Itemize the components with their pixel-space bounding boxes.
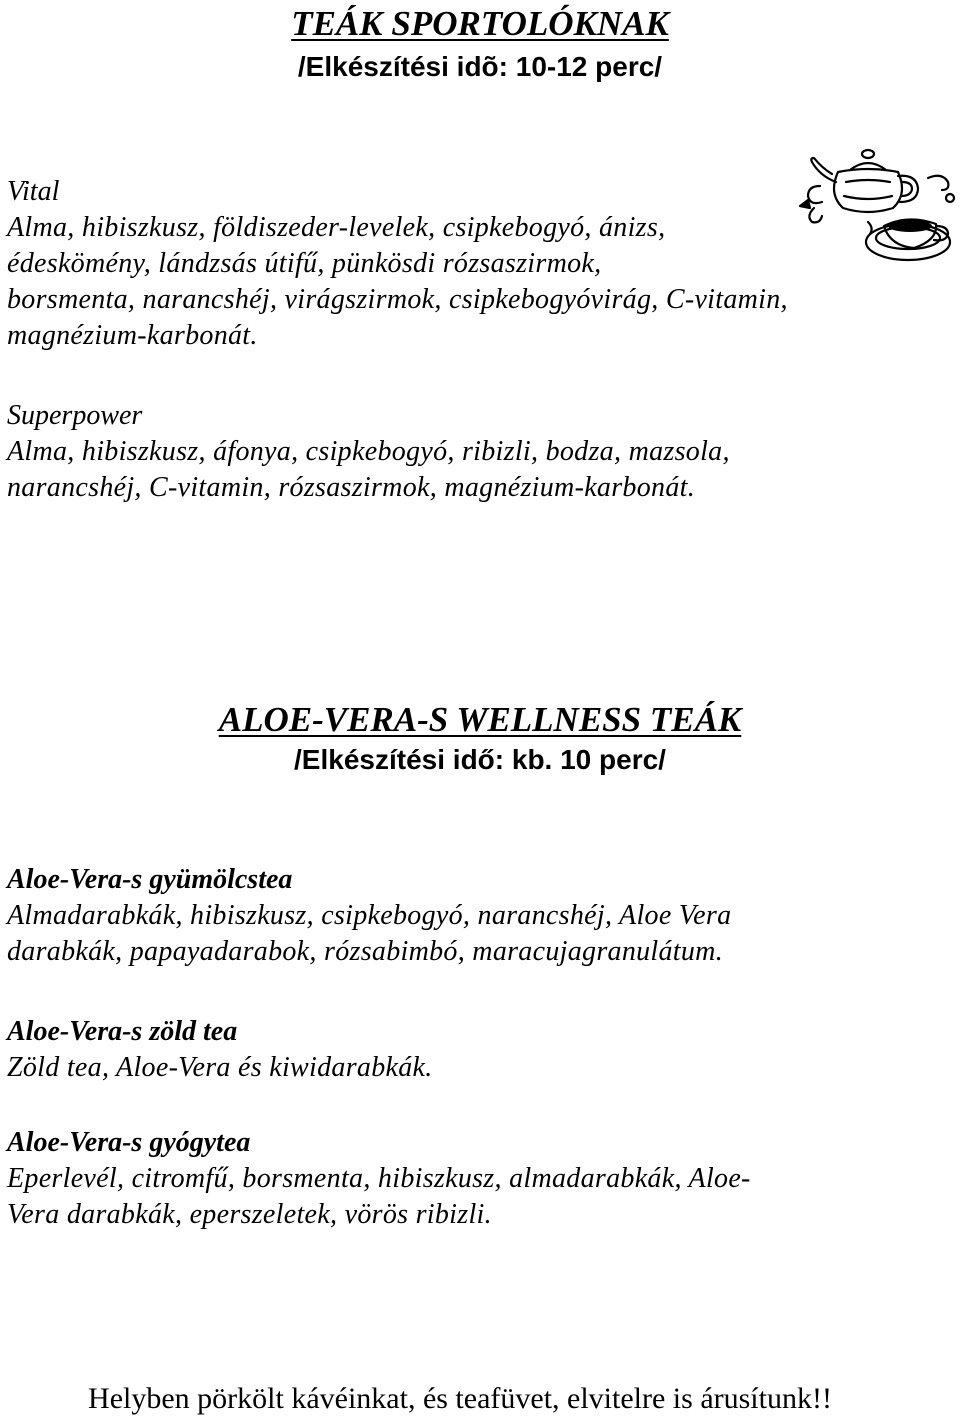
tea-description-line: Zöld tea, Aloe-Vera és kiwidarabkák. <box>7 1052 433 1083</box>
tea-name: Aloe-Vera-s gyümölcstea <box>7 864 293 895</box>
section-title-sport: TEÁK SPORTOLÓKNAK <box>291 4 669 43</box>
tea-name: Aloe-Vera-s gyógytea <box>7 1127 251 1158</box>
tea-name: Superpower <box>7 400 143 431</box>
tea-item-superpower <box>7 398 907 506</box>
tea-item-vital <box>7 174 907 354</box>
tea-name: Aloe-Vera-s zöld tea <box>7 1016 238 1047</box>
tea-name: Vital <box>7 176 60 207</box>
tea-description-line: Almadarabkák, hibiszkusz, csipkebogyó, narancshéj, Aloe Vera <box>7 900 732 931</box>
tea-description-line: Alma, hibiszkusz, áfonya, csipkebogyó, ribizli, bodza, mazsola, <box>7 436 730 467</box>
preparation-time-sport: /Elkészítési idõ: 10-12 perc/ <box>297 51 663 82</box>
tea-description-line: édeskömény, lándzsás útifű, pünkösdi rózsaszirmok, <box>7 248 602 279</box>
tea-description-line: Alma, hibiszkusz, földiszeder-levelek, csipkebogyó, ánizs, <box>7 212 666 243</box>
tea-description-line: narancshéj, C-vitamin, rózsaszirmok, magnézium-karbonát. <box>7 472 695 503</box>
tea-item-aloe-herbal <box>7 1125 907 1233</box>
footer-note: Helyben pörkölt kávéinkat, és teafüvet, elvitelre is árusítunk!! <box>88 1382 832 1415</box>
tea-description-line: Vera darabkák, eperszeletek, vörös ribizli. <box>7 1199 492 1230</box>
tea-description-line: Eperlevél, citromfű, borsmenta, hibiszkusz, almadarabkák, Aloe- <box>7 1163 751 1194</box>
tea-item-aloe-fruit <box>7 862 907 970</box>
tea-item-aloe-green <box>7 1014 907 1086</box>
tea-description-line: darabkák, papayadarabok, rózsabimbó, maracujagranulátum. <box>7 936 723 967</box>
section-title-aloe: ALOE-VERA-S WELLNESS TEÁK <box>218 700 742 739</box>
tea-description-line: borsmenta, narancshéj, virágszirmok, csipkebogyóvirág, C-vitamin, <box>7 284 788 315</box>
preparation-time-aloe: /Elkészítési idő: kb. 10 perc/ <box>294 744 666 775</box>
tea-description-line: magnézium-karbonát. <box>7 320 258 351</box>
